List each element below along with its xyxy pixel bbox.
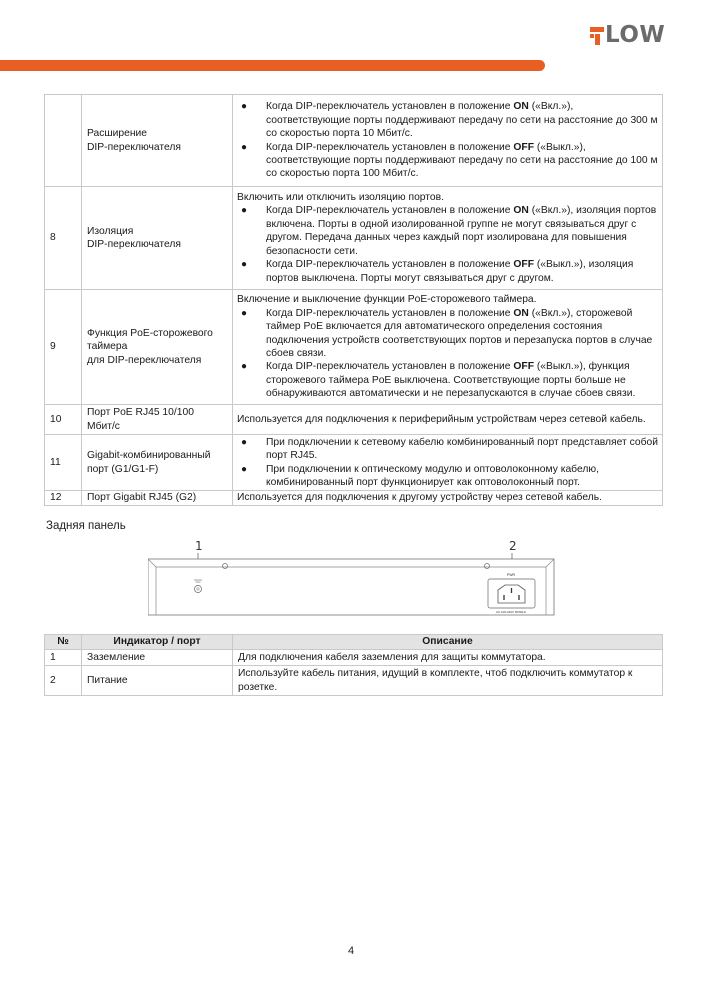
row-num: 8 [45,187,82,290]
bullet-text: Когда DIP-переключатель установлен в положение OFF («Выкл.»), изоляция портов выключена. Порты могут связываться друг с другом. [266,259,634,284]
flow-logo [590,22,665,48]
row-description [233,290,663,405]
row-name-line: таймера [87,341,128,353]
front-panel-table [44,94,663,506]
row-name-line: Мбит/с [87,420,120,432]
row-num: 9 [45,290,82,405]
row-description: Для подключения кабеля заземления для защиты коммутатора. [233,650,663,666]
row-num: 10 [45,405,82,435]
logo-text: LOW [605,21,666,48]
bullet-text: Когда DIP-переключатель установлен в положение ON («Вкл.»), сторожевой таймер PoE включается для автоматического определения состояния подключения устройств соответствующих портов и перезапуска портов в случае сбоев связи. [266,307,653,359]
bullet-item [237,258,658,285]
row-name-line: Gigabit-комбинированный [87,450,211,462]
bullet-icon: ● [241,259,248,271]
bullet-icon: ● [241,436,248,448]
bullet-item [237,100,658,140]
bullet-item [237,360,658,400]
row-name-line: Изоляция [87,225,134,237]
row-description [233,435,663,491]
bullet-item [237,307,658,361]
description-intro: Включить или отключить изоляцию портов. [237,192,444,204]
row-name-line: для DIP-переключателя [87,354,202,366]
bullet-text: Когда DIP-переключатель установлен в положение OFF («Выкл.»), соответствующие порты поддерживают передачу по сети на расстояние до 100 м со скоростью порта 100 Мбит/с. [266,141,658,180]
bullet-item [237,436,658,463]
rear-panel-table [44,634,663,696]
row-description [233,491,663,506]
row-name [82,405,233,435]
table-row [45,290,663,405]
bullet-icon: ● [241,101,248,113]
description-intro: Используется для подключения к периферийным устройствам через сетевой кабель. [237,413,646,425]
table-row [45,405,663,435]
header-description: Описание [233,635,663,650]
table-row [45,95,663,187]
table-row [45,650,663,666]
bullet-icon: ● [241,307,248,319]
bullet-icon: ● [241,361,248,373]
row-num: 1 [45,650,82,666]
bullet-icon: ● [241,463,248,475]
table-row [45,491,663,506]
power-socket-icon [488,573,535,614]
header-num: № [45,635,82,650]
row-num: 2 [45,666,82,696]
header-accent-bar [0,60,545,71]
bullet-icon: ● [241,141,248,153]
row-name-line: Порт Gigabit RJ45 (G2) [87,492,197,504]
row-num: 11 [45,435,82,491]
row-description [233,187,663,290]
row-name [82,491,233,506]
bullet-item [237,204,658,258]
row-port: Заземление [82,650,233,666]
row-name [82,290,233,405]
bullet-text: Когда DIP-переключатель установлен в положение OFF («Выкл.»), функция сторожевого таймера PoE выключена. Соответствующие порты больше не обнаруживаются автоматически и не перезапускаются в случае сбоев связи. [266,361,636,400]
bullet-text: Когда DIP-переключатель установлен в положение ON («Вкл.»), изоляция портов включена. Порты в одной изолированной группе не могут связываться друг с другом. Передача данных через каждый порт изолирована для повышения безопасности сети. [266,205,657,257]
row-description [233,405,663,435]
row-num [45,95,82,187]
bullet-text: При подключении к сетевому кабелю комбинированный порт представляет собой порт RJ45. [266,436,658,462]
row-description [233,95,663,187]
bullet-item [237,463,658,490]
row-description: Используйте кабель питания, идущий в комплекте, чтоб подключить коммутатор к розетке. [233,666,663,696]
description-intro: Включение и выключение функции PoE-сторожевого таймера. [237,294,537,306]
svg-text:AC 100-240V 50/60Hz: AC 100-240V 50/60Hz [495,610,527,614]
bullet-item [237,141,658,181]
table-row [45,187,663,290]
bullet-text: При подключении к оптическому модулю и оптоволоконному кабелю, комбинированный порт функционирует как оптоволоконный порт. [266,463,599,488]
logo-mark-icon [590,25,604,45]
row-name-line: DIP-переключателя [87,141,181,153]
row-name [82,95,233,187]
table-header-row [45,635,663,650]
callout-1: 1 [195,539,203,553]
bullet-icon: ● [241,205,248,217]
row-name-line: DIP-переключателя [87,239,181,250]
row-name-line: Расширение [87,128,148,140]
row-num: 12 [45,491,82,506]
rear-panel-title: Задняя панель [46,520,126,532]
callout-2: 2 [509,539,517,553]
row-name [82,435,233,491]
description-intro: Используется для подключения к другому устройству через сетевой кабель. [237,492,602,504]
table-row [45,435,663,491]
table-row [45,666,663,696]
svg-text:PWR: PWR [506,573,516,577]
page-number: 4 [348,945,355,957]
header-port: Индикатор / порт [82,635,233,650]
bullet-text: Когда DIP-переключатель установлен в положение ON («Вкл.»), соответствующие порты поддерживают передачу по сети на расстояние до 300 м со скоростью порта 10 Мбит/с. [266,101,658,140]
row-name-line: Порт PoE RJ45 10/100 [87,407,194,419]
row-port: Питание [82,666,233,696]
row-name [82,187,233,290]
row-name-line: порт (G1/G1-F) [87,463,159,475]
row-name-line: Функция PoE-сторожевого [87,327,213,339]
rear-panel-diagram [148,533,555,618]
